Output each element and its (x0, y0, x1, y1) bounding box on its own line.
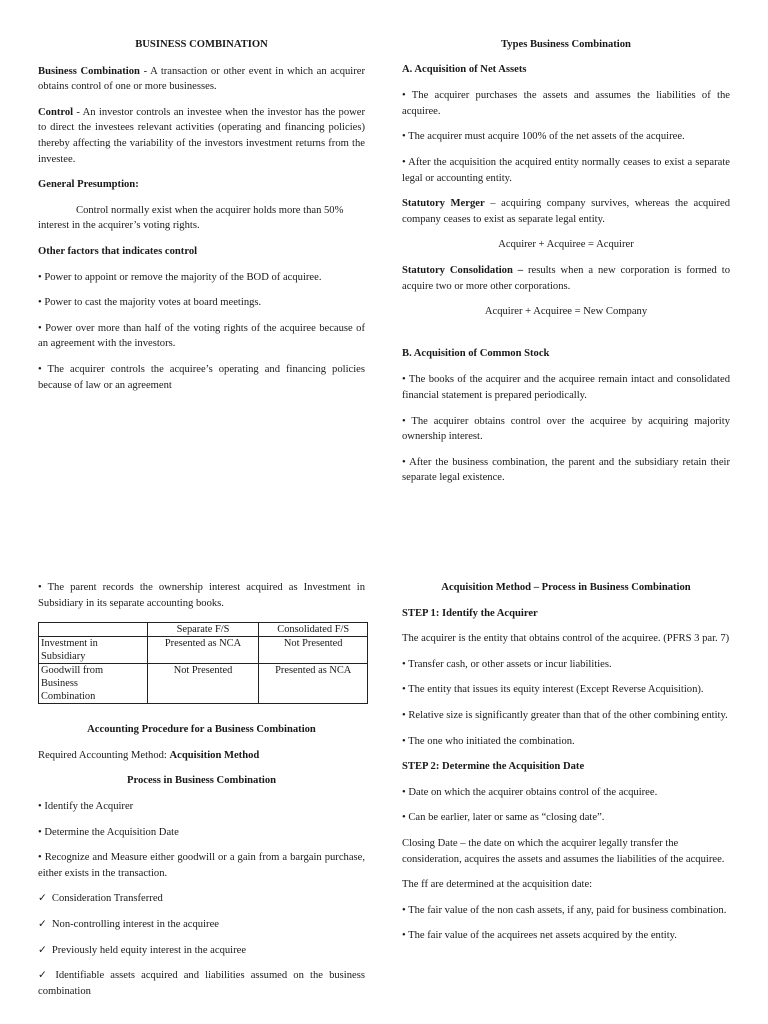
table-cell: Presented as NCA (259, 664, 368, 704)
list-item: • The fair value of the acquirees net assets acquired by the entity. (402, 930, 677, 942)
section-accounting-procedure (38, 580, 365, 1009)
section-title: Types Business Combination (501, 39, 631, 50)
section-acquisition-method (402, 580, 730, 954)
table-cell: Presented as NCA (147, 637, 259, 664)
table-cell: Goodwill from Business Combination (39, 664, 148, 704)
list-item: • The fair value of the non cash assets, if any, paid for business combination. (402, 904, 727, 916)
ff-text: The ff are determined at the acquisition date: (402, 879, 593, 891)
definition-control (38, 105, 365, 167)
section-title: Acquisition Method – Process in Business Combination (441, 582, 691, 593)
heading-step-2: STEP 2: Determine the Acquisition Date (402, 761, 585, 773)
checklist-item: ✓ Non-controlling interest in the acquiree (38, 917, 365, 933)
heading-accounting-procedure: Accounting Procedure for a Business Combination (87, 724, 316, 736)
list-item: • The acquirer purchases the assets and assumes the liabilities of the acquiree. (402, 90, 730, 117)
method-value: Acquisition Method (169, 749, 260, 761)
heading-process: Process in Business Combination (126, 775, 277, 787)
section-types-business-combination (402, 37, 730, 496)
checklist-item: ✓ Identifiable assets acquired and liabilities assumed on the business combination (38, 968, 365, 999)
list-item: • Recognize and Measure either goodwill or a gain from a bargain purchase, either exists in the transaction. (38, 852, 365, 879)
equation-merger: Acquirer + Acquiree = Acquirer (498, 239, 634, 251)
definition: - An investor controls an investee when the investor has the power to direct the investees relevant activities (operating and financing policies) thereby affecting the variability of the investors investment returns from the investee. (38, 106, 365, 165)
list-item: • The acquirer obtains control over the acquiree by acquiring majority ownership interest. (402, 415, 730, 443)
heading-other-factors: Other factors that indicates control (38, 245, 198, 257)
list-item: • Power to appoint or remove the majority of the BOD of acquiree. (38, 271, 322, 283)
definition-statutory-consolidation (402, 263, 730, 294)
table-header-row (39, 623, 368, 637)
table-row (39, 637, 368, 664)
term: Statutory Merger (402, 198, 485, 210)
table-header: Consolidated F/S (259, 623, 368, 637)
list-item: • The books of the acquirer and the acquiree remain intact and consolidated financial statement is prepared periodically. (402, 374, 730, 401)
list-item: • Transfer cash, or other assets or incur liabilities. (402, 658, 612, 670)
list-item: • Date on which the acquirer obtains control of the acquiree. (402, 786, 658, 798)
required-method (38, 748, 365, 764)
table-header (39, 623, 148, 637)
list-item: • Identify the Acquirer (38, 800, 134, 812)
list-item: • Relative size is significantly greater than that of the other combining entity. (402, 709, 728, 721)
section-business-combination (38, 37, 365, 403)
definition-business-combination (38, 64, 365, 95)
definition: - A transaction or other event in which an acquirer obtains control of one or more businesses. (38, 65, 365, 93)
checklist-item: ✓ Consideration Transferred (38, 891, 365, 907)
intro-text: • The parent records the ownership interest acquired as Investment in Subsidiary in its separate accounting books. (38, 582, 365, 609)
term: Control (38, 106, 74, 118)
table-row (39, 664, 368, 704)
section-title: BUSINESS COMBINATION (135, 39, 268, 50)
list-item: • The acquirer controls the acquiree’s operating and financing policies because of law or an agreement (38, 363, 365, 391)
checklist-item: ✓ Previously held equity interest in the acquiree (38, 943, 365, 959)
list-item: • Power to cast the majority votes at board meetings. (38, 297, 262, 309)
closing-date-text: Closing Date – the date on which the acquirer legally transfer the consideration, acquires the assets and assumes the liabilities of the acquiree. (402, 837, 725, 865)
table-cell: Not Presented (259, 637, 368, 664)
definition: results when a new corporation is formed to acquire two or more other corporations. (402, 264, 730, 292)
heading-general-presumption: General Presumption: (38, 179, 139, 191)
list-item: • Determine the Acquisition Date (38, 826, 179, 838)
list-item: • The one who initiated the combination. (402, 735, 575, 747)
fs-presentation-table (38, 622, 368, 704)
definition: – acquiring company survives, whereas the acquired company ceases to exist as separate legal entity. (402, 198, 730, 225)
term: Statutory Consolidation – (402, 264, 524, 276)
step1-text: The acquirer is the entity that obtains control of the acquiree. (PFRS 3 par. 7) (402, 633, 730, 645)
list-item: • The acquirer must acquire 100% of the net assets of the acquiree. (402, 131, 685, 143)
method-label: Required Accounting Method: (38, 749, 170, 761)
heading-step-1: STEP 1: Identify the Acquirer (402, 607, 538, 619)
table-cell: Not Presented (147, 664, 259, 704)
list-item: • After the acquisition the acquired entity normally ceases to exist a separate legal or accounting entity. (402, 156, 730, 184)
table-header: Separate F/S (147, 623, 259, 637)
list-item: • Power over more than half of the voting rights of the acquiree because of an agreement with the investors. (38, 322, 365, 350)
equation-consolidation: Acquirer + Acquiree = New Company (484, 306, 648, 318)
list-item: • Can be earlier, later or same as “closing date”. (402, 812, 605, 824)
list-item: • After the business combination, the parent and the subsidiary retain their separate legal existence. (402, 456, 730, 484)
term: Business Combination (38, 65, 140, 77)
heading-acquisition-common-stock: B. Acquisition of Common Stock (402, 347, 550, 359)
list-item: • The entity that issues its equity interest (Except Reverse Acquisition). (402, 684, 704, 696)
heading-acquisition-net-assets: A. Acquisition of Net Assets (402, 63, 527, 75)
definition-statutory-merger (402, 196, 730, 227)
presumption-text: Control normally exist when the acquirer holds more than 50% interest in the acquirer’s voting rights. (38, 204, 344, 232)
table-cell: Investment in Subsidiary (39, 637, 148, 664)
